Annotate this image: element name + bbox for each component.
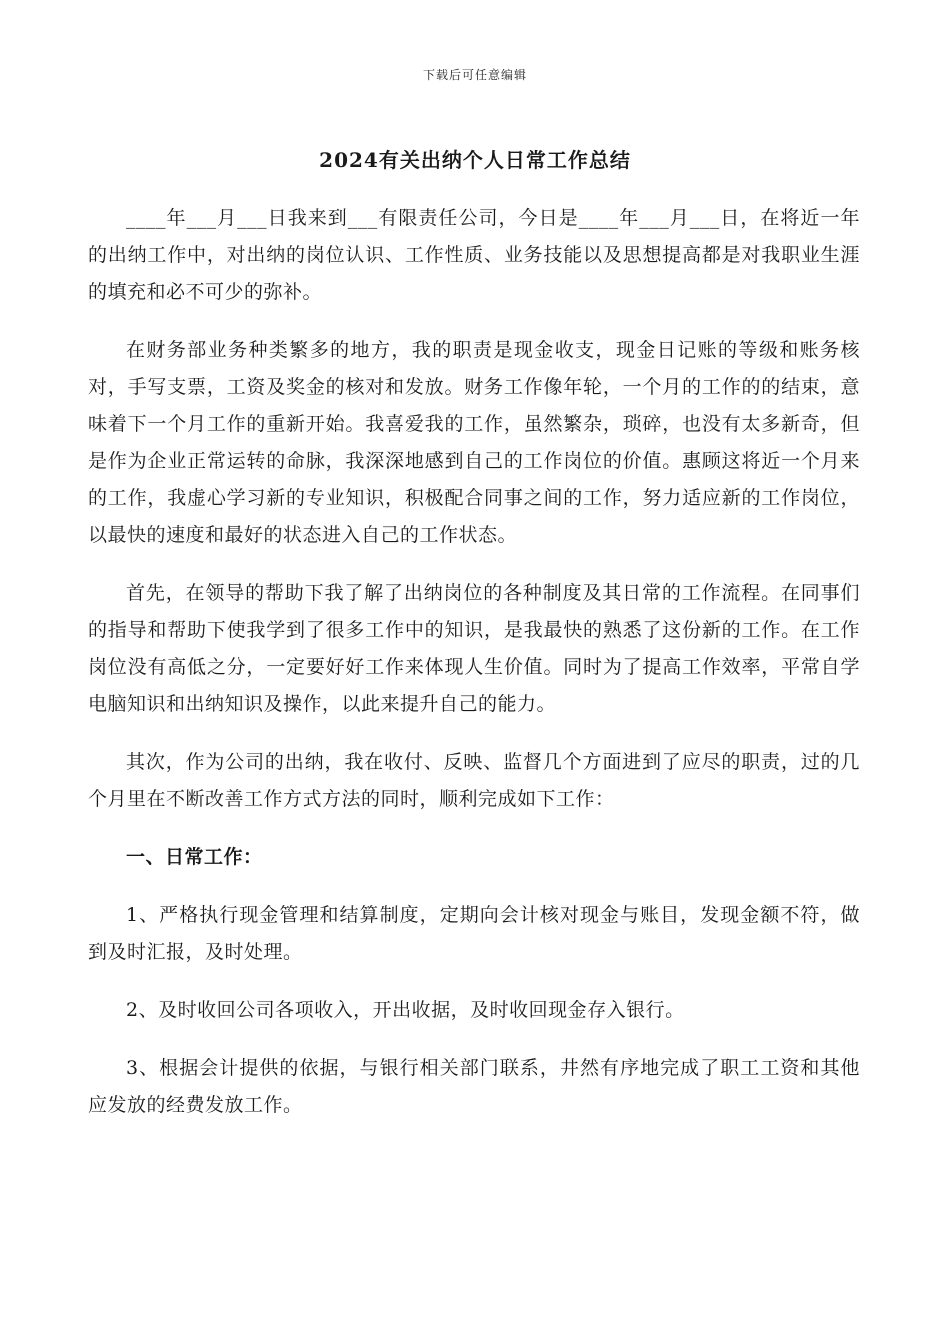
header-note: 下载后可任意编辑: [422, 68, 527, 82]
list-item: 2、及时收回公司各项收入，开出收据，及时收回现金存入银行。: [126, 999, 685, 1021]
paragraph-intro: ____年___月___日我来到___有限责任公司，今日是____年___月___日，在将近一年的出纳工作中，对出纳的岗位认识、工作性质、业务技能以及思想提高都是对我职业生涯的填充和必不可少的弥补。: [88, 207, 860, 303]
paragraph-second: 其次，作为公司的出纳，我在收付、反映、监督几个方面进到了应尽的职责，过的几个月里在不断改善工作方式方法的同时，顺利完成如下工作：: [88, 751, 860, 810]
list-item: 3、根据会计提供的依据，与银行相关部门联系，井然有序地完成了职工工资和其他应发放的经费发放工作。: [88, 1057, 860, 1116]
document-title: 2024有关出纳个人日常工作总结: [319, 148, 631, 172]
section-heading: 一、日常工作：: [126, 846, 263, 868]
list-item: 1、严格执行现金管理和结算制度，定期向会计核对现金与账目，发现金额不符，做到及时汇报，及时处理。: [88, 904, 860, 963]
paragraph-duties: 在财务部业务种类繁多的地方，我的职责是现金收支，现金日记账的等级和账务核对，手写支票，工资及奖金的核对和发放。财务工作像年轮，一个月的工作的的结束，意味着下一个月工作的重新开始。我喜爱我的工作，虽然繁杂，琐碎，也没有太多新奇，但是作为企业正常运转的命脉，我深深地感到自己的工作岗位的价值。惠顾这将近一个月来的工作，我虚心学习新的专业知识，积极配合同事之间的工作，努力适应新的工作岗位，以最快的速度和最好的状态进入自己的工作状态。: [88, 339, 860, 546]
document-body: [88, 200, 860, 1145]
paragraph-first: 首先，在领导的帮助下我了解了出纳岗位的各种制度及其日常的工作流程。在同事们的指导和帮助下使我学到了很多工作中的知识，是我最快的熟悉了这份新的工作。在工作岗位没有高低之分，一定要好好工作来体现人生价值。同时为了提高工作效率，平常自学电脑知识和出纳知识及操作，以此来提升自己的能力。: [88, 582, 860, 715]
